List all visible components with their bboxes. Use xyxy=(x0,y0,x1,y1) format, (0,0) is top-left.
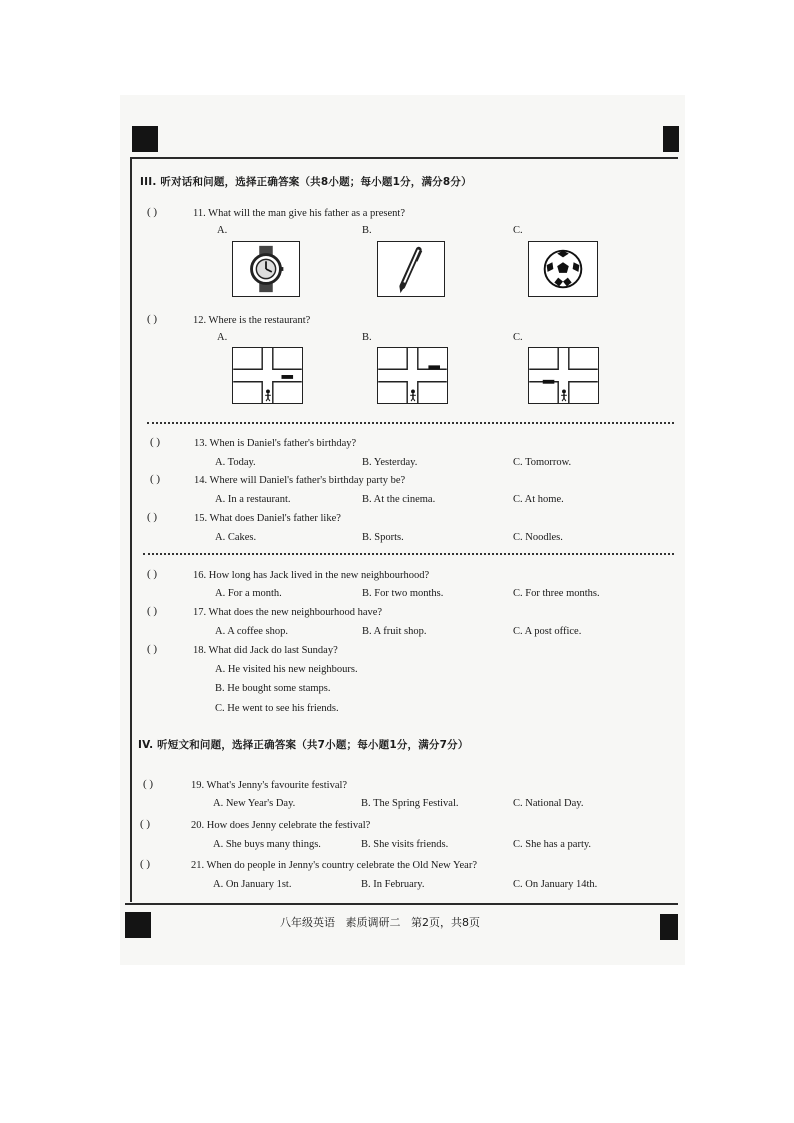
answer-blank-14[interactable]: ( ) xyxy=(150,473,161,485)
q18-option-a[interactable]: A. He visited his new neighbours. xyxy=(215,664,358,675)
q17-option-c[interactable]: C. A post office. xyxy=(513,626,582,637)
question-11: 11. What will the man give his father as a present? xyxy=(193,208,405,219)
q15-option-b[interactable]: B. Sports. xyxy=(362,532,404,543)
watch-icon xyxy=(233,242,299,296)
question-17: 17. What does the new neighbourhood have? xyxy=(193,607,383,618)
q11-option-b-image[interactable] xyxy=(377,241,445,297)
q12-option-b-label: B. xyxy=(362,332,372,343)
section-4-heading: IV. 听短文和问题，选择正确答案（共7小题；每小题1分，满分7分） xyxy=(138,739,469,751)
answer-blank-21[interactable]: ( ) xyxy=(140,858,151,870)
map-option-a xyxy=(233,348,302,403)
answer-blank-11[interactable]: ( ) xyxy=(147,206,158,218)
q13-option-a[interactable]: A. Today. xyxy=(215,457,256,468)
left-margin-rule xyxy=(130,157,132,902)
q16-option-b[interactable]: B. For two months. xyxy=(362,588,444,599)
map-option-c xyxy=(529,348,598,403)
answer-blank-20[interactable]: ( ) xyxy=(140,818,151,830)
q12-option-a-map[interactable] xyxy=(232,347,303,404)
answer-blank-13[interactable]: ( ) xyxy=(150,436,161,448)
registration-mark-top-left xyxy=(132,126,158,152)
q14-option-b[interactable]: B. At the cinema. xyxy=(362,494,436,505)
question-20: 20. How does Jenny celebrate the festival? xyxy=(191,820,371,831)
q11-option-c-label: C. xyxy=(513,225,523,236)
q18-option-c[interactable]: C. He went to see his friends. xyxy=(215,703,339,714)
q21-option-a[interactable]: A. On January 1st. xyxy=(213,879,292,890)
q11-option-a-label: A. xyxy=(217,225,228,236)
question-18: 18. What did Jack do last Sunday? xyxy=(193,645,338,656)
q11-option-a-image[interactable] xyxy=(232,241,300,297)
q11-option-b-label: B. xyxy=(362,225,372,236)
q17-option-a[interactable]: A. A coffee shop. xyxy=(215,626,289,637)
question-21: 21. When do people in Jenny's country celebrate the Old New Year? xyxy=(191,860,477,871)
question-16: 16. How long has Jack lived in the new neighbourhood? xyxy=(193,570,430,581)
question-12: 12. Where is the restaurant? xyxy=(193,315,311,326)
q18-option-b[interactable]: B. He bought some stamps. xyxy=(215,683,331,694)
q15-option-a[interactable]: A. Cakes. xyxy=(215,532,257,543)
q21-option-b[interactable]: B. In February. xyxy=(361,879,425,890)
q17-option-b[interactable]: B. A fruit shop. xyxy=(362,626,427,637)
q16-option-a[interactable]: A. For a month. xyxy=(215,588,282,599)
question-13: 13. When is Daniel's father's birthday? xyxy=(194,438,357,449)
answer-blank-18[interactable]: ( ) xyxy=(147,643,158,655)
page-footer: 八年级英语 素质调研二 第2页，共8页 xyxy=(280,916,480,929)
registration-mark-top-right xyxy=(663,126,679,152)
dotted-divider-1 xyxy=(147,422,674,424)
q14-option-c[interactable]: C. At home. xyxy=(513,494,564,505)
q19-option-c[interactable]: C. National Day. xyxy=(513,798,584,809)
football-icon xyxy=(529,242,597,296)
q13-option-b[interactable]: B. Yesterday. xyxy=(362,457,418,468)
answer-blank-12[interactable]: ( ) xyxy=(147,313,158,325)
q13-option-c[interactable]: C. Tomorrow. xyxy=(513,457,572,468)
q12-option-a-label: A. xyxy=(217,332,228,343)
q11-option-c-image[interactable] xyxy=(528,241,598,297)
q12-option-c-label: C. xyxy=(513,332,523,343)
pen-icon xyxy=(378,242,444,296)
q14-option-a[interactable]: A. In a restaurant. xyxy=(215,494,291,505)
q12-option-b-map[interactable] xyxy=(377,347,448,404)
q19-option-b[interactable]: B. The Spring Festival. xyxy=(361,798,459,809)
bottom-rule xyxy=(125,903,678,905)
registration-mark-bottom-left xyxy=(125,912,151,938)
dotted-divider-2 xyxy=(143,553,674,555)
answer-blank-16[interactable]: ( ) xyxy=(147,568,158,580)
question-14: 14. Where will Daniel's father's birthday party be? xyxy=(194,475,406,486)
q20-option-c[interactable]: C. She has a party. xyxy=(513,839,592,850)
question-15: 15. What does Daniel's father like? xyxy=(194,513,341,524)
q15-option-c[interactable]: C. Noodles. xyxy=(513,532,563,543)
q20-option-b[interactable]: B. She visits friends. xyxy=(361,839,449,850)
section-3-heading: III. 听对话和问题，选择正确答案（共8小题；每小题1分，满分8分） xyxy=(140,176,472,188)
question-19: 19. What's Jenny's favourite festival? xyxy=(191,780,348,791)
registration-mark-bottom-right xyxy=(660,914,678,940)
answer-blank-15[interactable]: ( ) xyxy=(147,511,158,523)
sheet-background xyxy=(120,95,685,965)
map-option-b xyxy=(378,348,447,403)
q20-option-a[interactable]: A. She buys many things. xyxy=(213,839,321,850)
q12-option-c-map[interactable] xyxy=(528,347,599,404)
top-rule xyxy=(130,157,678,159)
q21-option-c[interactable]: C. On January 14th. xyxy=(513,879,598,890)
q16-option-c[interactable]: C. For three months. xyxy=(513,588,600,599)
q19-option-a[interactable]: A. New Year's Day. xyxy=(213,798,296,809)
answer-blank-17[interactable]: ( ) xyxy=(147,605,158,617)
answer-blank-19[interactable]: ( ) xyxy=(143,778,154,790)
